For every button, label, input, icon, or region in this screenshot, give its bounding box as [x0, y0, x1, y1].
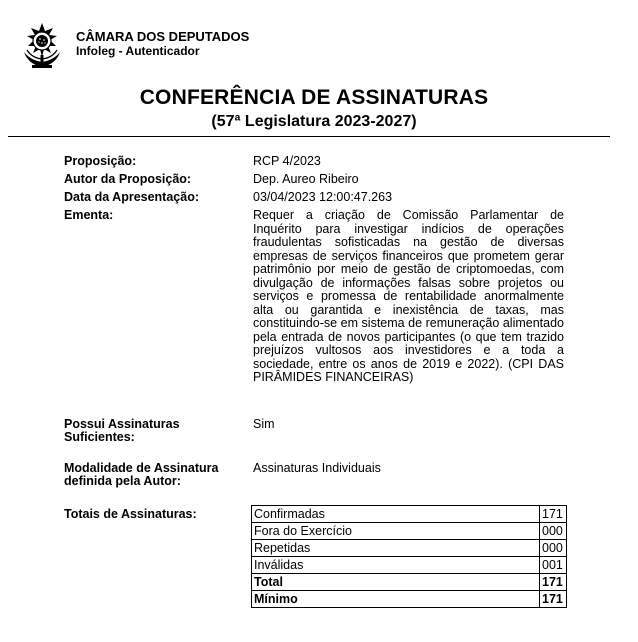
totals-table — [251, 505, 567, 608]
document-header — [18, 22, 249, 70]
field-value: 03/04/2023 12:00:47.263 — [253, 190, 393, 204]
total-label: Mínimo — [252, 591, 540, 608]
table-row — [252, 591, 567, 608]
field-label: Modalidade de Assinatura definida pela Autor: — [64, 461, 219, 488]
coat-of-arms-icon — [18, 22, 66, 70]
field-value: Requer a criação de Comissão Parlamentar de Inquérito para investigar indícios de operações fraudulentas sofisticadas na gestão de diversas empresas de serviços financeiros que prometem gerar patrimônio por meio de gestão de criptomoedas, com divulgação de informações falsas sobre projetos ou serviços e promessa de rentabilidade anormalmente alta ou garantida e inexistência de taxas, mas constituindo-se em sistema de remuneração alimentado pela entrada de novos participantes (o que tem trazido prejuízos vultosos aos investidores e a toda a sociedade, entre os anos de 2019 e 2022). (CPI DAS PIRÂMIDES FINANCEIRAS) — [253, 208, 564, 384]
document-title: CONFERÊNCIA DE ASSINATURAS — [139, 86, 489, 109]
total-value: 001 — [540, 557, 567, 574]
field-label: Autor da Proposição: — [64, 172, 192, 186]
field-label: Totais de Assinaturas: — [64, 507, 197, 521]
organization-name: CÂMARA DOS DEPUTADOS — [76, 29, 250, 44]
total-value: 000 — [540, 523, 567, 540]
document-subtitle: (57ª Legislatura 2023-2027) — [211, 113, 417, 130]
field-label: Data da Apresentação: — [64, 190, 199, 204]
total-value: 000 — [540, 540, 567, 557]
total-label: Inválidas — [252, 557, 540, 574]
total-label: Confirmadas — [252, 506, 540, 523]
header-divider — [8, 136, 610, 137]
field-value: Sim — [253, 417, 275, 431]
field-label: Proposição: — [64, 154, 137, 168]
total-value: 171 — [540, 591, 567, 608]
total-label: Total — [252, 574, 540, 591]
field-value: Assinaturas Individuais — [253, 461, 381, 475]
field-value: Dep. Aureo Ribeiro — [253, 172, 359, 186]
field-value: RCP 4/2023 — [253, 154, 321, 168]
field-label: Ementa: — [64, 208, 114, 222]
table-row — [252, 506, 567, 523]
table-row — [252, 523, 567, 540]
table-row — [252, 557, 567, 574]
table-row — [252, 540, 567, 557]
system-name: Infoleg - Autenticador — [76, 44, 200, 58]
table-row — [252, 574, 567, 591]
total-value: 171 — [540, 574, 567, 591]
total-label: Fora do Exercício — [252, 523, 540, 540]
field-label: Possui Assinaturas Suficientes: — [64, 417, 180, 444]
total-value: 171 — [540, 506, 567, 523]
total-label: Repetidas — [252, 540, 540, 557]
